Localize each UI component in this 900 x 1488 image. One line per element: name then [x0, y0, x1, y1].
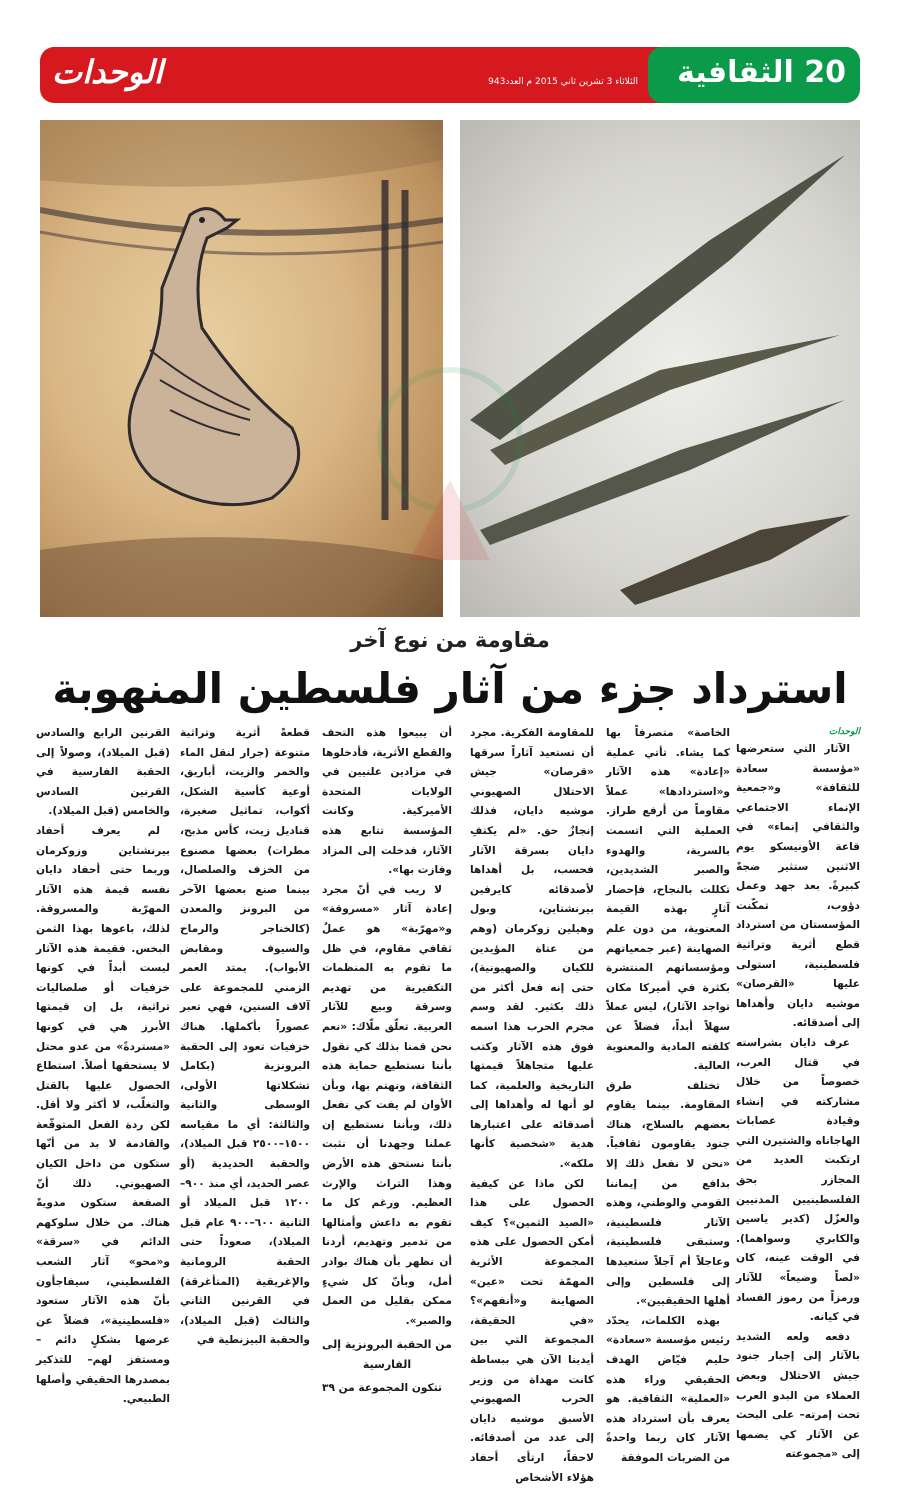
paragraph: أن يبيعوا هذه التحف والقطع الأثرية، فأدخلوها في مزادين علنيين في الولايات المتحدة الأميركية. وكانت المؤسسة تتابع هذه الآثار، فدخلت إلى المزاد وفازت بها».: [322, 727, 452, 877]
paragraph: دفعه ولعه الشديد بالآثار إلى إجبار جنود جيش الاحتلال وبعض العملاء من البدو العرب تحت إمرته– على البحث عن الآثار كي يضمها إلى «مجموعته: [736, 1330, 860, 1461]
paragraph: الخاصة» متصرفاً بها كما يشاء. تأتي عملية «إعادة» هذه الآثار و«استردادها» عملاً مقاوماً من أرفع طراز. العملية التي اتسمت بالسرية، والهدوء والصبر الشديدين، تكللت بالنجاح، فإحضار آثارٍ بهذه القيمة المعنوية، من دون علم الصهاينة (عبر جمعياتهم ومؤسساتهم المنتشرة بكثرة في أميركا مكان تواجد الآثار)، ليس عملاً سهلاً أبداً، فضلاً عن كلفته المادية والمعنوية العالية.: [606, 727, 730, 1073]
paragraph: تتكون المجموعة من ٣٩: [322, 1381, 442, 1394]
dateline: الثلاثاء 3 تشرين ثاني 2015 م العدد943: [488, 77, 638, 87]
paragraph: لا ريب في أنّ مجرد إعادة آثار «مسروقة» و«مهرّبة» هو عملٌ ثقافي مقاوم، في ظل ما تقوم به المنظمات التكفيرية من تهديم وسرقة وبيع للآثار العربية. تعلّق ملّاك: «نعم نحن قمنا بذلك كي نقول بأننا نستطيع حماية هذه الثقافة، ونهتم بها، وبأن الأوان لم يفت كي نفعل ذلك، وبأننا نستطيع إن عملنا وجهدنا أن نثبت بأننا نستحق هذه الأرض وهذا التراث والإرث العظيم. ورغم كل ما تقوم به داعش وأمثالها من تدمير وتهديم، أردنا أن نظهر بأن هناك بوادر أمل، وبأنّ كل شيءٍ ممكن بقليل من العمل والصبر».: [322, 883, 452, 1327]
article-column-1: [736, 724, 860, 1465]
paragraph: قطعةً أثرية وتراثية متنوعة (جرار لنقل الماء والخمر والزيت، أباريق، أوعية كأسية الشكل، أكواب، تماثيل صغيرة، قناديل زيت، كأس مذبح، مطرات) بعضها مصنوع من الخزف والصلصال، بينما صنع بعضها الآخر من البرونز والمعدن (كالخناجر والرماح والسيوف ومقابض الأبواب). يمتد العمر الزمني للمجموعة على آلاف السنين، فهي تعبر عصوراً بأكملها. هناك خزفيات تعود إلى الحقبة البرونزية (بكامل تشكلاتها الأولى، الوسطى والثانية والثالثة: أي ما مقياسه ١٥٠٠–٢٥٠٠ قبل الميلاد)، والحقبة الحديدية (أو عصر الحديد، أي منذ ٩٠٠–١٢٠٠ قبل الميلاد أو الثانية ٦٠٠–٩٠٠ عام قبل الميلاد)، صعوداً حتى الحقبة الرومانية والإغريقية (المتأغرقة) في القرنين الثاني والثالث (قبل الميلاد)، والحقبة البيزنطية في: [180, 727, 310, 1347]
page-header-banner: [40, 47, 860, 103]
paragraph: عرف دايان بشراسته في قتال العرب، خصوصاً من خلال مشاركته في إنشاء وقيادة عصابات الهاجاناه والشتيرن التي ارتكبت العديد من المجازر بحق الفلسطينيين المدنيين والعزّل (كدير ياسين والكابري وسواهما). في الوقت عينه، كان «لصاً وضيعاً» للآثار ورمزاً من رموز الفساد في كيانه.: [736, 1036, 860, 1324]
paragraph: للمقاومة الفكرية. مجرد أن تستعيد آثاراً سرقها «قرصان» جيش الاحتلال الصهيوني موشيه دايان، فذلك إنجازٌ حق. «لم يكتفِ دايان بسرقة الآثار فحسب، بل أهداها لأصدقائه كايرفين بيرنشتاين، وبول وهيلين زوكرمان (وهم من عتاة المؤيدين للكيان والصهيونية)، حتى إنه فعل أكثر من ذلك بكثير. لقد وسم مجرم الحرب هذا اسمه فوق هذه الآثار وكتب عليها متجاهلاً قيمتها التاريخية والعلمية، كما لو أنها له وأهداها إلى أصدقائه على اعتبارها هدية «شخصية كأنها ملكه».: [470, 727, 594, 1171]
article-column-5: [180, 724, 310, 1351]
article-column-4: [322, 724, 452, 1398]
section-title: 20 الثقافية: [677, 55, 846, 90]
article-column-6: [36, 724, 170, 1410]
newspaper-logo: الوحدات: [52, 53, 163, 91]
paragraph: لكن ماذا عن كيفية الحصول على هذا «الصيد الثمين»؟ كيف أمكن الحصول على هذه المجموعة الأثرية المهمّة تحت «عين» الصهاينة و«أنفهم»؟ «في الحقيقة، المجموعة التي بين أيدينا الآن هي ببساطة كانت مهداة من وزير الحرب الصهيوني الأسبق موشيه دايان إلى عدد من أصدقائه. لاحقاً، ارتأى أحفاد هؤلاء الأشخاص: [470, 1177, 594, 1484]
article-subheading: من الحقبة البرونزية إلى الفارسية: [322, 1338, 452, 1371]
article-kicker: مقاومة من نوع آخر: [350, 628, 550, 652]
paragraph: الآثار التي ستعرضها «مؤسسة سعادة للثقافة» و«جمعية الإنماء الاجتماعي والثقافي إنماء» في قاعة الأونيسكو يوم الاثنين ستثير ضجةً كبيرةً. بعد جهد وعمل دؤوب، تمكّنت المؤسستان من استرداد قطع أثرية وتراثية فلسطينية، استولى عليها «القرصان» موشيه دايان وأهداها إلى أصدقائه.: [736, 743, 860, 1030]
section-tab: [648, 47, 860, 103]
paragraph: تختلف طرق المقاومة. بينما يقاوم بعضهم بالسلاح، هناك جنود يقاومون ثقافياً. «نحن لا نفعل ذلك إلا بدافع من إيماننا القومي والوطني، وهذه الآثار فلسطينية، وستبقى فلسطينية، وعاجلاً أم آجلاً ستعيدها إلى فلسطين وإلى أهلها الحقيقيين».: [606, 1079, 730, 1308]
paragraph: بهذه الكلمات، يحدّد رئيس مؤسسة «سعادة» حليم فيّاض الهدف الحقيقي وراء هذه «العملية» الثقافية. هو يعرف بأن استرداد هذه الآثار كان ربما واحدةً من الضربات الموفقة: [606, 1314, 730, 1464]
article-byline: الوحدات: [828, 727, 860, 737]
article-column-2: [606, 724, 730, 1469]
watermark-logo-icon: [370, 360, 530, 590]
article-column-3: [470, 724, 594, 1488]
paragraph: القرنين الرابع والسادس (قبل الميلاد)، وصولاً إلى الحقبة الفارسية في القرنين السادس والخامس (قبل الميلاد).: [36, 727, 170, 818]
paragraph: لم يعرف أحفاد بيرنشتاين وزوكرمان وربما حتى أحفاد دايان نفسه قيمة هذه الآثار المهرّبة والمسروقة. لذلك، باعوها بهذا الثمن البخس. فقيمة هذه الآثار ليست أبداً في كونها خزفيات أو صلصاليات تراثية، بل إن قيمتها الأبرز هي في كونها «مستردةً» من عدو محتل لا يستحقها أصلاً. استطاع الحصول عليها بالقتل والتغلّب، لا أكثر ولا أقل. لكن ردة الفعل المتوقّعة والقادمة لا بد من أنّها ستكون من داخل الكيان الصهيوني. ذلك أنّ الصفعة ستكون مدويةً هناك. من خلال سلوكهم الدائم في «سرقة» و«محو» آثار الشعب الفلسطيني، سيفاجأون بأنّ هذه الآثار ستعود «فلسطينية»، فضلاً عن عرضها بشكلٍ دائم – ومستفز لهم– للتذكير بمصدرها الحقيقي وأصلها الطبيعي.: [36, 824, 170, 1406]
article-headline: استرداد جزء من آثار فلسطين المنهوبة: [52, 664, 848, 713]
